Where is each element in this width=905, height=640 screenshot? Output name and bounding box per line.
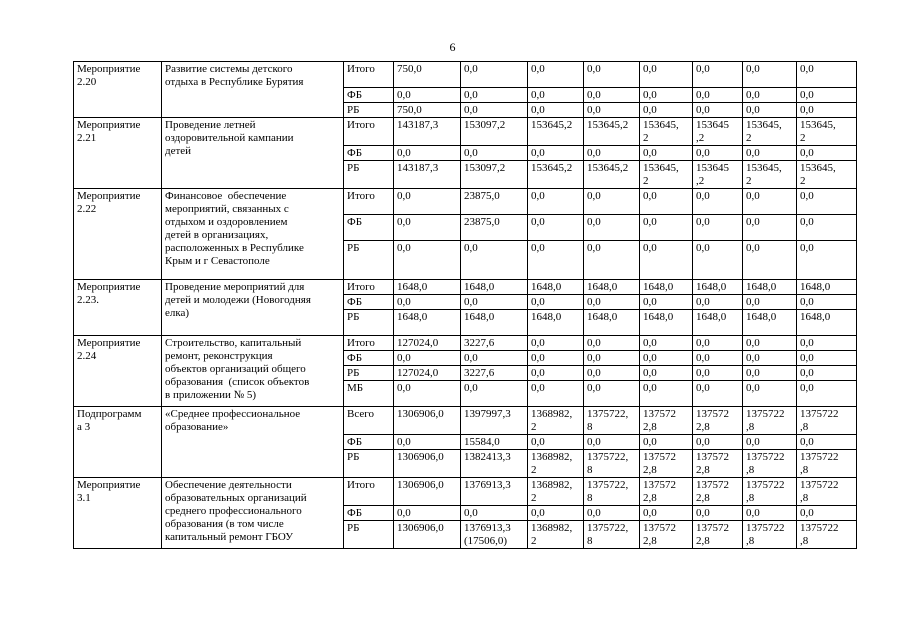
table-cell: 1368982, 2 (528, 450, 584, 478)
table-cell: 1368982, 2 (528, 407, 584, 435)
table-cell: Итого (344, 189, 394, 215)
table-cell: 750,0 (394, 62, 461, 88)
table-row (74, 336, 857, 351)
table-cell: 0,0 (461, 146, 528, 161)
table-cell: Подпрограмм а 3 (74, 407, 162, 478)
table-cell: 0,0 (640, 103, 693, 118)
table-cell: 1375722, 8 (584, 450, 640, 478)
table-cell: 0,0 (693, 146, 743, 161)
table-cell: РБ (344, 521, 394, 549)
table-cell: 0,0 (584, 295, 640, 310)
table-cell: 0,0 (584, 351, 640, 366)
table-cell: 3227,6 (461, 366, 528, 381)
table-cell: 0,0 (640, 435, 693, 450)
table-cell: 0,0 (584, 146, 640, 161)
table-cell: 0,0 (797, 241, 857, 280)
table-cell: 1375722, 8 (584, 478, 640, 506)
table-cell: ФБ (344, 295, 394, 310)
table-cell: 0,0 (693, 88, 743, 103)
table-cell: 0,0 (461, 103, 528, 118)
table-cell: 153645 ,2 (693, 161, 743, 189)
table-cell: 0,0 (743, 435, 797, 450)
table-cell: 153645, 2 (640, 161, 693, 189)
table-cell: 0,0 (528, 295, 584, 310)
table-cell: 0,0 (461, 241, 528, 280)
table-cell: Мероприятие 2.22 (74, 189, 162, 280)
table-cell: Финансовое обеспечение мероприятий, связанных с отдыхом и оздоровлением детей в организациях, расположенных в Республике Крым и г Севастополе (162, 189, 344, 280)
table-cell: 0,0 (584, 88, 640, 103)
table-cell: 127024,0 (394, 366, 461, 381)
table-cell: ФБ (344, 215, 394, 241)
table-cell: 0,0 (743, 189, 797, 215)
table-cell: 0,0 (394, 295, 461, 310)
table-cell: 0,0 (528, 103, 584, 118)
table-cell: 0,0 (394, 189, 461, 215)
table-cell: 143187,3 (394, 161, 461, 189)
table-cell: 0,0 (797, 215, 857, 241)
table-cell: 153645,2 (584, 161, 640, 189)
table-cell: РБ (344, 161, 394, 189)
table-cell: 0,0 (693, 215, 743, 241)
table-cell: Мероприятие 3.1 (74, 478, 162, 549)
table-cell: 0,0 (743, 88, 797, 103)
table-cell: 23875,0 (461, 215, 528, 241)
table-cell: 0,0 (528, 241, 584, 280)
table-cell: 0,0 (693, 366, 743, 381)
table-cell: РБ (344, 310, 394, 336)
table-row (74, 407, 857, 435)
table-cell: Итого (344, 62, 394, 88)
table-cell: 0,0 (797, 103, 857, 118)
table-cell: 1306906,0 (394, 478, 461, 506)
table-cell: 0,0 (797, 366, 857, 381)
table-cell: 0,0 (528, 215, 584, 241)
table-cell: 0,0 (584, 103, 640, 118)
table-cell: Итого (344, 478, 394, 506)
table-cell: 0,0 (528, 381, 584, 407)
table-cell: 1648,0 (743, 310, 797, 336)
table-cell: Строительство, капитальный ремонт, реконструкция объектов организаций общего образования (список объектов в приложении № 5) (162, 336, 344, 407)
table-cell: 0,0 (743, 295, 797, 310)
table-cell: 0,0 (584, 366, 640, 381)
table-cell: 1648,0 (394, 280, 461, 295)
table-cell: Мероприятие 2.24 (74, 336, 162, 407)
table-cell: 0,0 (584, 506, 640, 521)
page-number: 6 (449, 40, 456, 54)
table-cell: 0,0 (394, 146, 461, 161)
table-cell: 0,0 (743, 103, 797, 118)
table-cell: РБ (344, 241, 394, 280)
table-cell: 137572 2,8 (693, 450, 743, 478)
table-cell: 0,0 (640, 351, 693, 366)
table-cell: 0,0 (640, 241, 693, 280)
table-cell: 1375722 ,8 (743, 478, 797, 506)
table-cell: 0,0 (461, 295, 528, 310)
table-cell: 0,0 (743, 146, 797, 161)
table-cell: 0,0 (584, 241, 640, 280)
table-cell: РБ (344, 103, 394, 118)
table-cell: 0,0 (584, 189, 640, 215)
table-cell: 0,0 (584, 381, 640, 407)
table-cell: 0,0 (743, 351, 797, 366)
table-cell: 0,0 (693, 295, 743, 310)
table-cell: 127024,0 (394, 336, 461, 351)
table-cell: Мероприятие 2.20 (74, 62, 162, 118)
table-cell: 0,0 (584, 435, 640, 450)
table-cell: ФБ (344, 88, 394, 103)
table-cell: 153645, 2 (743, 118, 797, 146)
table-cell: 0,0 (640, 506, 693, 521)
table-cell: 1648,0 (528, 310, 584, 336)
table-cell: 0,0 (693, 62, 743, 88)
table-cell: 1648,0 (394, 310, 461, 336)
table-cell: Проведение мероприятий для детей и молодежи (Новогодняя елка) (162, 280, 344, 336)
table-cell: ФБ (344, 351, 394, 366)
table-cell: 137572 2,8 (640, 521, 693, 549)
table-cell: МБ (344, 381, 394, 407)
table-cell: Всего (344, 407, 394, 435)
table-cell: 0,0 (640, 189, 693, 215)
table-cell: 1375722 ,8 (743, 450, 797, 478)
table-cell: РБ (344, 366, 394, 381)
table-cell: 0,0 (461, 351, 528, 366)
table-row (74, 478, 857, 506)
table-cell: 1375722, 8 (584, 521, 640, 549)
table-cell: 1375722 ,8 (743, 521, 797, 549)
table-cell: 0,0 (693, 435, 743, 450)
table-cell: 1397997,3 (461, 407, 528, 435)
table-cell: Мероприятие 2.23. (74, 280, 162, 336)
table-row (74, 62, 857, 88)
table-cell: 1648,0 (584, 310, 640, 336)
table-cell: 0,0 (797, 88, 857, 103)
table-cell: 1306906,0 (394, 521, 461, 549)
table-cell: 0,0 (797, 435, 857, 450)
table-cell: 137572 2,8 (640, 478, 693, 506)
table-cell: 0,0 (693, 351, 743, 366)
table-cell: 0,0 (528, 336, 584, 351)
budget-table (73, 61, 857, 549)
table-cell: 1375722 ,8 (797, 450, 857, 478)
table-cell: 0,0 (640, 215, 693, 241)
table-cell: 1306906,0 (394, 450, 461, 478)
table-cell: 1375722 ,8 (797, 407, 857, 435)
table-cell: 0,0 (394, 435, 461, 450)
table-cell: 0,0 (693, 103, 743, 118)
table-cell: 1648,0 (584, 280, 640, 295)
table-cell: 0,0 (797, 506, 857, 521)
table-cell: 0,0 (584, 336, 640, 351)
table-cell: 137572 2,8 (693, 521, 743, 549)
table-cell: 137572 2,8 (640, 407, 693, 435)
table-cell: 0,0 (743, 215, 797, 241)
table-cell: 1648,0 (797, 280, 857, 295)
table-cell: 0,0 (394, 215, 461, 241)
table-cell: 1648,0 (640, 310, 693, 336)
table-cell: 0,0 (528, 146, 584, 161)
table-cell: 143187,3 (394, 118, 461, 146)
table-cell: Обеспечение деятельности образовательных организаций среднего профессионального образования (в том числе капитальный ремонт ГБОУ (162, 478, 344, 549)
table-cell: 153645, 2 (797, 118, 857, 146)
table-cell: 0,0 (797, 351, 857, 366)
table-cell: 153097,2 (461, 161, 528, 189)
table-cell: ФБ (344, 435, 394, 450)
table-cell: 0,0 (394, 351, 461, 366)
table-cell: 750,0 (394, 103, 461, 118)
table-cell: 0,0 (528, 506, 584, 521)
table-cell: 153645 ,2 (693, 118, 743, 146)
table-cell: 153097,2 (461, 118, 528, 146)
table-cell: 0,0 (528, 435, 584, 450)
table-cell: Итого (344, 118, 394, 146)
table-cell: 0,0 (640, 381, 693, 407)
table-cell: 1648,0 (693, 280, 743, 295)
table-cell: 0,0 (394, 88, 461, 103)
table-cell: 0,0 (394, 506, 461, 521)
table-cell: 153645,2 (584, 118, 640, 146)
table-cell: 0,0 (528, 62, 584, 88)
table-cell: 0,0 (394, 241, 461, 280)
table-cell: 153645, 2 (743, 161, 797, 189)
table-cell: 1382413,3 (461, 450, 528, 478)
table-cell: 0,0 (743, 506, 797, 521)
table-cell: 0,0 (797, 295, 857, 310)
table-cell: 0,0 (640, 62, 693, 88)
table-cell: 0,0 (640, 366, 693, 381)
table-cell: 153645, 2 (797, 161, 857, 189)
table-cell: 3227,6 (461, 336, 528, 351)
table-cell: 1648,0 (461, 310, 528, 336)
table-cell: 137572 2,8 (693, 407, 743, 435)
table-cell: 0,0 (461, 381, 528, 407)
table-cell: 0,0 (528, 88, 584, 103)
table-cell: РБ (344, 450, 394, 478)
table-row (74, 189, 857, 215)
table-cell: 1368982, 2 (528, 521, 584, 549)
table-cell: ФБ (344, 146, 394, 161)
table-cell: 23875,0 (461, 189, 528, 215)
table-cell: 1648,0 (640, 280, 693, 295)
table-cell: 153645,2 (528, 118, 584, 146)
table-cell: 0,0 (461, 506, 528, 521)
table-cell: 0,0 (797, 62, 857, 88)
table-cell: 0,0 (743, 336, 797, 351)
table-cell: 1368982, 2 (528, 478, 584, 506)
table-cell: 0,0 (797, 146, 857, 161)
table-cell: 0,0 (693, 189, 743, 215)
table-cell: 1648,0 (693, 310, 743, 336)
table-cell: 0,0 (394, 381, 461, 407)
table-cell: 0,0 (743, 366, 797, 381)
table-cell: 137572 2,8 (693, 478, 743, 506)
table-cell: 0,0 (693, 336, 743, 351)
table-cell: 1375722 ,8 (797, 478, 857, 506)
table-cell: Мероприятие 2.21 (74, 118, 162, 189)
table-cell: 1306906,0 (394, 407, 461, 435)
table-cell: 0,0 (640, 295, 693, 310)
table-cell: 0,0 (528, 189, 584, 215)
table-cell: 0,0 (640, 88, 693, 103)
table-cell: 137572 2,8 (640, 450, 693, 478)
table-cell: 0,0 (743, 241, 797, 280)
table-cell: Итого (344, 336, 394, 351)
table-cell: «Среднее профессиональное образование» (162, 407, 344, 478)
table-cell: 1376913,3 (461, 478, 528, 506)
table-cell: 0,0 (693, 381, 743, 407)
table-cell: 0,0 (584, 62, 640, 88)
table-cell: Итого (344, 280, 394, 295)
table-cell: 0,0 (461, 62, 528, 88)
table-cell: 0,0 (743, 62, 797, 88)
table-cell: 15584,0 (461, 435, 528, 450)
table-cell: 0,0 (797, 189, 857, 215)
table-cell: 0,0 (528, 351, 584, 366)
table-cell: ФБ (344, 506, 394, 521)
table-cell: Развитие системы детского отдыха в Республике Бурятия (162, 62, 344, 118)
table-row (74, 118, 857, 146)
table-cell: 1376913,3 (17506,0) (461, 521, 528, 549)
table-cell: 1648,0 (461, 280, 528, 295)
table-cell: 0,0 (640, 146, 693, 161)
table-cell: 1375722 ,8 (743, 407, 797, 435)
table-cell: 0,0 (528, 366, 584, 381)
table-cell: Проведение летней оздоровительной кампании детей (162, 118, 344, 189)
table-cell: 0,0 (693, 241, 743, 280)
table-cell: 153645, 2 (640, 118, 693, 146)
table-cell: 1375722, 8 (584, 407, 640, 435)
table-cell: 0,0 (797, 381, 857, 407)
table-cell: 0,0 (640, 336, 693, 351)
table-cell: 0,0 (461, 88, 528, 103)
table-cell: 0,0 (797, 336, 857, 351)
table-row (74, 280, 857, 295)
table-cell: 1648,0 (797, 310, 857, 336)
table-cell: 0,0 (584, 215, 640, 241)
table-cell: 0,0 (693, 506, 743, 521)
table-cell: 153645,2 (528, 161, 584, 189)
table-cell: 0,0 (743, 381, 797, 407)
table-cell: 1648,0 (528, 280, 584, 295)
table-cell: 1375722 ,8 (797, 521, 857, 549)
table-cell: 1648,0 (743, 280, 797, 295)
